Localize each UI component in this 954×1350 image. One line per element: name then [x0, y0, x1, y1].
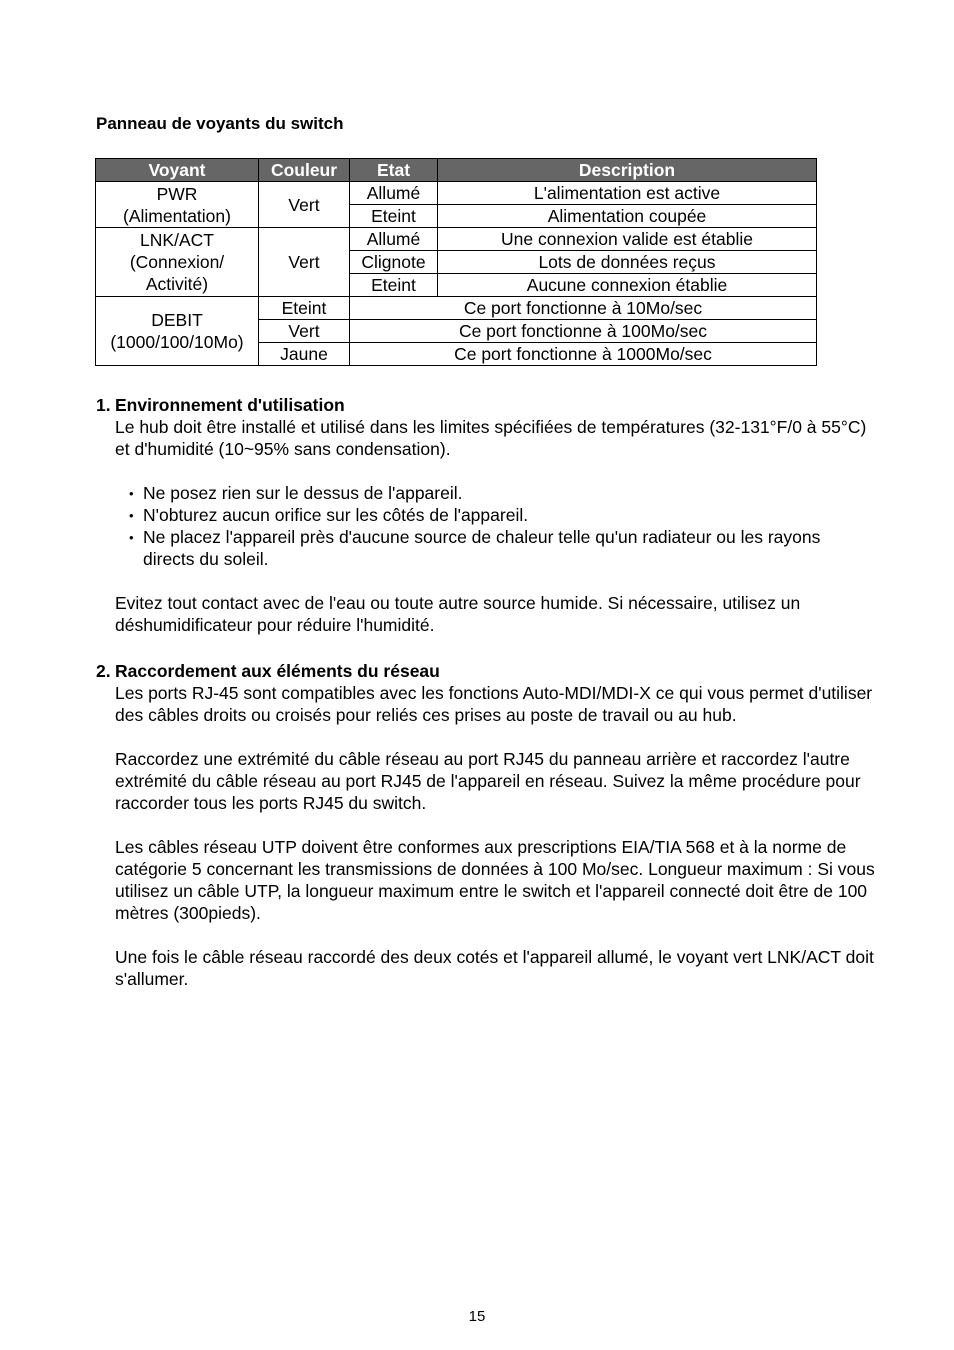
- section-heading: [96, 660, 876, 682]
- header-description: Description: [438, 159, 817, 182]
- section-network: [96, 660, 876, 1012]
- section-title: Raccordement aux éléments du réseau: [115, 661, 440, 681]
- header-couleur: Couleur: [259, 159, 350, 182]
- paragraph: Raccordez une extrémité du câble réseau au port RJ45 du panneau arrière et raccordez l'autre extrémité du câble réseau au port RJ45 de l'appareil en réseau. Suivez la même procédure pour raccorder tous les ports RJ45 du switch.: [115, 749, 861, 813]
- etat-cell: Eteint: [350, 205, 438, 228]
- description-cell: Une connexion valide est établie: [438, 228, 817, 251]
- voyant-lnk: LNK/ACT (Connexion/ Activité): [96, 228, 259, 297]
- description-cell: Ce port fonctionne à 1000Mo/sec: [350, 343, 817, 366]
- etat-cell: Allumé: [350, 228, 438, 251]
- paragraph: Les ports RJ-45 sont compatibles avec les fonctions Auto-MDI/MDI-X ce qui vous permet d'utiliser des câbles droits ou croisés pour reliés ces prises au poste de travail ou au hub.: [115, 683, 873, 725]
- paragraph: Le hub doit être installé et utilisé dans les limites spécifiées de températures (32-131°F/0 à 55°C) et d'humidité (10~95% sans condensation).: [115, 417, 867, 459]
- description-cell: Ce port fonctionne à 10Mo/sec: [350, 297, 817, 320]
- list-item: • N'obturez aucun orifice sur les côtés de l'appareil.: [115, 504, 876, 526]
- voyant-pwr: PWR (Alimentation): [96, 182, 259, 228]
- couleur-lnk: Vert: [259, 228, 350, 297]
- couleur-pwr: Vert: [259, 182, 350, 228]
- header-etat: Etat: [350, 159, 438, 182]
- list-item: • Ne placez l'appareil près d'aucune source de chaleur telle qu'un radiateur ou les rayons directs du soleil.: [115, 526, 876, 570]
- couleur-cell: Jaune: [259, 343, 350, 366]
- description-cell: Aucune connexion établie: [438, 274, 817, 297]
- description-cell: Alimentation coupée: [438, 205, 817, 228]
- section-number: 1.: [96, 395, 111, 415]
- table-header-row: [96, 159, 817, 182]
- led-table: [95, 158, 817, 366]
- voyant-debit: DEBIT (1000/100/10Mo): [96, 297, 259, 366]
- page-number: 15: [468, 1308, 486, 1325]
- table-row: [96, 182, 817, 205]
- page-title: Panneau de voyants du switch: [96, 114, 344, 133]
- section-number: 2.: [96, 661, 111, 681]
- section-environment: [96, 394, 876, 658]
- couleur-cell: Eteint: [259, 297, 350, 320]
- paragraph: Les câbles réseau UTP doivent être conformes aux prescriptions EIA/TIA 568 et à la norme de catégorie 5 concernant les transmissions de données à 100 Mo/sec. Longueur maximum : Si vous utilisez un câble UTP, la longueur maximum entre le switch et l'appareil connecté doit être de 100 mètres (300pieds).: [115, 837, 875, 923]
- bullet-list: [115, 482, 876, 570]
- etat-cell: Clignote: [350, 251, 438, 274]
- header-voyant: Voyant: [96, 159, 259, 182]
- list-item: • Ne posez rien sur le dessus de l'appareil.: [115, 482, 876, 504]
- paragraph: Une fois le câble réseau raccordé des deux cotés et l'appareil allumé, le voyant vert LNK/ACT doit s'allumer.: [115, 947, 874, 989]
- section-title: Environnement d'utilisation: [115, 395, 345, 415]
- couleur-cell: Vert: [259, 320, 350, 343]
- etat-cell: Eteint: [350, 274, 438, 297]
- table-row: [96, 228, 817, 251]
- paragraph: Evitez tout contact avec de l'eau ou toute autre source humide. Si nécessaire, utilisez un déshumidificateur pour réduire l'humidité.: [115, 593, 801, 635]
- description-cell: L'alimentation est active: [438, 182, 817, 205]
- table-row: [96, 297, 817, 320]
- description-cell: Ce port fonctionne à 100Mo/sec: [350, 320, 817, 343]
- description-cell: Lots de données reçus: [438, 251, 817, 274]
- section-heading: [96, 394, 876, 416]
- etat-cell: Allumé: [350, 182, 438, 205]
